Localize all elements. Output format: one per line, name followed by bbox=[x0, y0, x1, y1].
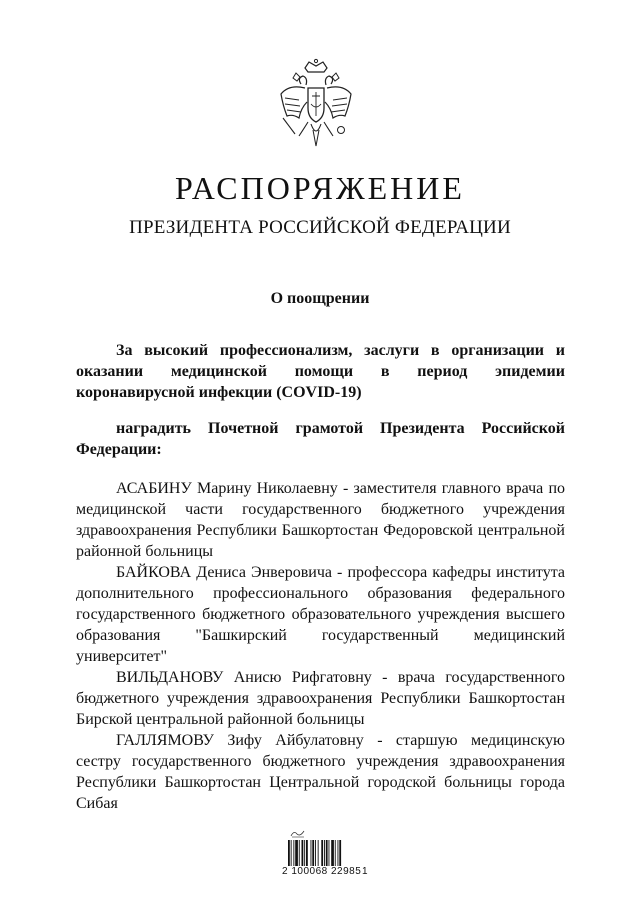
document-subtitle: ПРЕЗИДЕНТА РОССИЙСКОЙ ФЕДЕРАЦИИ bbox=[129, 217, 511, 238]
award-item: ГАЛЛЯМОВУ Зифу Айбулатовну - старшую медицинскую сестру государственного бюджетного учреждения здравоохранения Республики Башкортостан Центральной городской больницы города Сибая bbox=[76, 732, 565, 812]
decision-paragraph bbox=[76, 418, 565, 460]
document-heading: О поощрении bbox=[270, 290, 370, 307]
barcode-icon bbox=[288, 840, 358, 866]
award-item: ВИЛЬДАНОВУ Анисю Рифгатовну - врача государственного бюджетного учреждения здравоохранения Республики Башкортостан Бирской центральной районной больницы bbox=[76, 669, 565, 728]
barcode-number: 2 100068 22985 bbox=[282, 866, 362, 877]
registration-mark-icon bbox=[290, 828, 306, 838]
coat-of-arms-icon bbox=[275, 58, 357, 154]
award-item: БАЙКОВА Дениса Энверовича - профессора кафедры института дополнительного профессионального образования федерального государственного бюджетного образовательного учреждения высшего образования "Башкирский государственный медицинский университет" bbox=[76, 564, 565, 665]
intro-paragraph bbox=[76, 340, 565, 403]
page-number: 1 bbox=[362, 866, 368, 877]
award-item: АСАБИНУ Марину Николаевну - заместителя главного врача по медицинской части государственного бюджетного учреждения здравоохранения Республики Башкортостан Федоровской центральной районной больницы bbox=[76, 480, 565, 560]
document-title: РАСПОРЯЖЕНИЕ bbox=[175, 170, 465, 206]
intro-text: За высокий профессионализм, заслуги в организации и оказании медицинской помощи в период эпидемии коронавирусной инфекции (COVID-19) bbox=[76, 342, 565, 401]
awards-list bbox=[76, 478, 565, 814]
decision-text: наградить Почетной грамотой Президента Российской Федерации: bbox=[76, 420, 565, 458]
